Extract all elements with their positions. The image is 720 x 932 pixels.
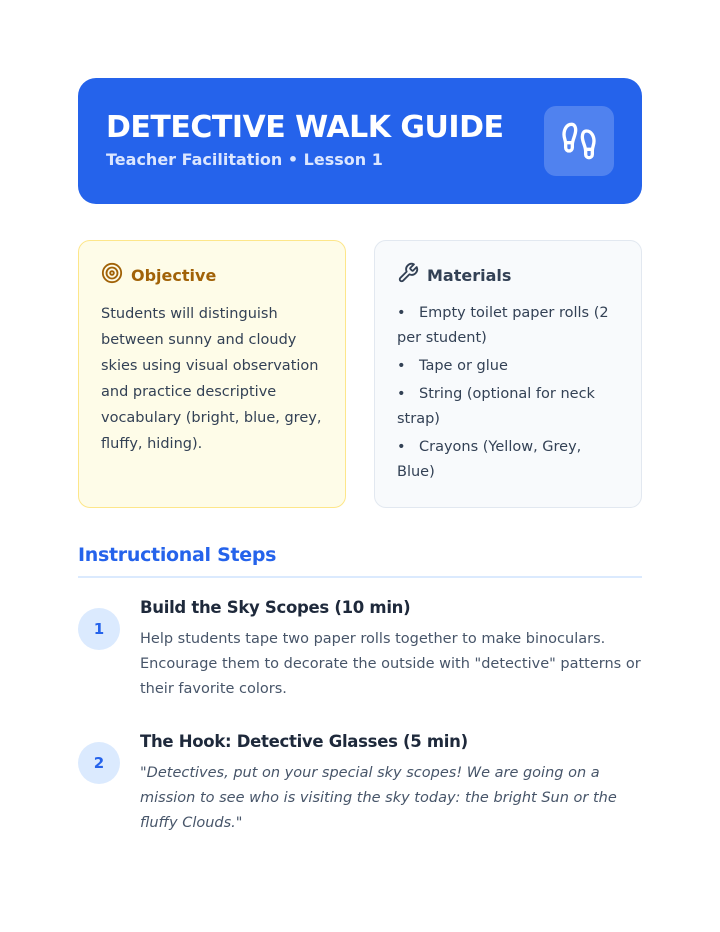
step-text: "Detectives, put on your special sky scopes! We are going on a mission to see who is visiting the sky today: the bright Sun or the fluffy Clouds." <box>140 765 617 831</box>
step-title: Build the Sky Scopes (10 min) <box>140 598 411 617</box>
step-title: The Hook: Detective Glasses (5 min) <box>140 732 468 751</box>
objective-title: Objective <box>131 265 217 285</box>
objective-text: Students will distinguish between sunny and cloudy skies using visual observation and practice descriptive vocabulary (bright, blue, grey, fluffy, hiding). <box>101 306 322 452</box>
target-icon <box>101 262 123 288</box>
step-number-badge: 1 <box>78 608 120 650</box>
materials-card <box>374 240 642 508</box>
list-item: • Crayons (Yellow, Grey, Blue) <box>397 439 582 480</box>
list-item: • Tape or glue <box>397 358 508 374</box>
wrench-icon <box>397 262 419 288</box>
materials-title: Materials <box>427 265 512 285</box>
page-subtitle: Teacher Facilitation • Lesson 1 <box>106 150 383 169</box>
section-title: Instructional Steps <box>78 544 642 578</box>
step-number-badge: 2 <box>78 742 120 784</box>
list-item: • String (optional for neck strap) <box>397 386 595 427</box>
page-title: DETECTIVE WALK GUIDE <box>106 110 504 145</box>
footprints-icon <box>544 106 614 176</box>
list-item: • Empty toilet paper rolls (2 per student) <box>397 305 609 346</box>
materials-list <box>397 301 619 485</box>
objective-card <box>78 240 346 508</box>
step-text: Help students tape two paper rolls together to make binoculars. Encourage them to decorate the outside with "detective" patterns or their favorite colors. <box>140 631 641 697</box>
header-banner <box>78 78 642 204</box>
